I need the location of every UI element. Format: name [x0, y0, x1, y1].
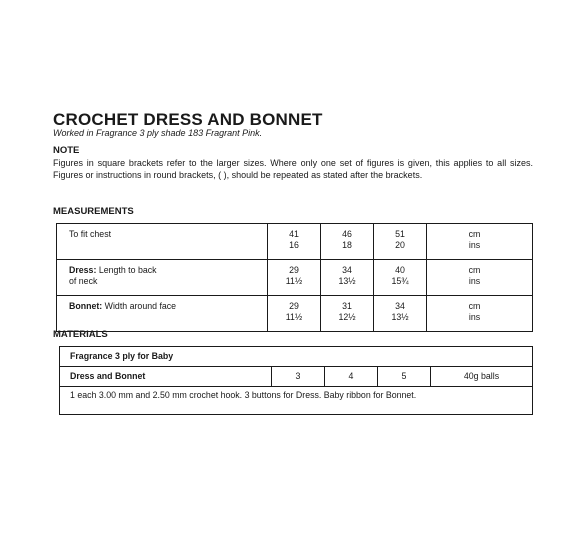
table-row [57, 224, 533, 260]
row-label: To fit chest [57, 224, 268, 260]
measurements-heading: MEASUREMENTS [53, 206, 134, 217]
quantity-cell: 4 [325, 367, 378, 387]
quantity-cell: 5 [378, 367, 431, 387]
size-1-cell: 29 11½ [268, 260, 321, 296]
size-3-cell: 34 13½ [374, 296, 427, 332]
materials-heading: MATERIALS [53, 329, 108, 340]
unit-cell: cm ins [427, 224, 533, 260]
page-title: CROCHET DRESS AND BONNET [53, 110, 323, 129]
note-text: Figures in square brackets refer to the larger sizes. Where only one set of figures is given, this applies to all sizes. Figures or instructions in round brackets, ( ), should be repeated as stated after the brackets. [53, 158, 533, 180]
row-label: Bonnet: Width around face [57, 296, 268, 332]
yarn-header: Fragrance 3 ply for Baby [60, 347, 533, 367]
unit-cell: cm ins [427, 296, 533, 332]
unit-cell: 40g balls [431, 367, 533, 387]
materials-table [59, 346, 533, 415]
table-row [57, 260, 533, 296]
size-2-cell: 31 12½ [321, 296, 374, 332]
quantity-cell: 3 [272, 367, 325, 387]
unit-cell: cm ins [427, 260, 533, 296]
table-row [60, 387, 533, 415]
measurements-table [56, 223, 533, 332]
table-row [60, 367, 533, 387]
note-heading: NOTE [53, 145, 80, 156]
size-2-cell: 46 18 [321, 224, 374, 260]
other-materials: 1 each 3.00 mm and 2.50 mm crochet hook. 3 buttons for Dress. Baby ribbon for Bonnet. [60, 387, 533, 415]
item-label: Dress and Bonnet [60, 367, 272, 387]
size-1-cell: 41 16 [268, 224, 321, 260]
table-row [60, 347, 533, 367]
page-subtitle: Worked in Fragrance 3 ply shade 183 Fragrant Pink. [53, 128, 263, 138]
size-2-cell: 34 13½ [321, 260, 374, 296]
size-3-cell: 51 20 [374, 224, 427, 260]
row-label: Dress: Length to back of neck [57, 260, 268, 296]
size-3-cell: 40 15¾ [374, 260, 427, 296]
size-1-cell: 29 11½ [268, 296, 321, 332]
table-row [57, 296, 533, 332]
